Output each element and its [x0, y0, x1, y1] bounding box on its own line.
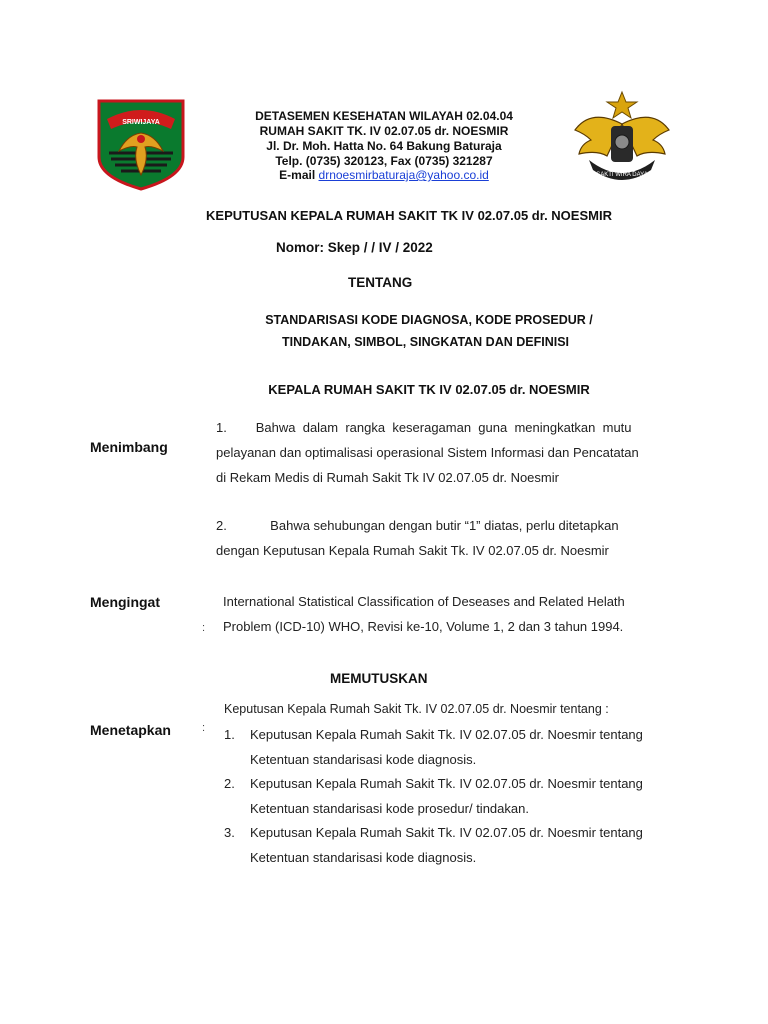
menetapkan-intro: Keputusan Kepala Rumah Sakit Tk. IV 02.07.05 dr. Noesmir tentang :	[224, 702, 609, 716]
list-item-line-1: Keputusan Kepala Rumah Sakit Tk. IV 02.07.05 dr. Noesmir tentang	[250, 776, 643, 791]
menimbang-item-1-line-2: pelayanan dan optimalisasi operasional Sistem Informasi dan Pencatatan	[216, 445, 639, 460]
menetapkan-colon: :	[202, 722, 206, 734]
menimbang-item-2-line-2: dengan Keputusan Kepala Rumah Sakit Tk. IV 02.07.05 dr. Noesmir	[216, 543, 609, 558]
tentang-heading: TENTANG	[348, 275, 413, 290]
list-item-line-2: Ketentuan standarisasi kode diagnosis.	[250, 752, 477, 767]
list-item-number: 1.	[224, 727, 235, 742]
decree-number: Nomor: Skep / / IV / 2022	[276, 240, 433, 255]
mengingat-line-2: Problem (ICD-10) WHO, Revisi ke-10, Volume 1, 2 dan 3 tahun 1994.	[223, 619, 624, 634]
menetapkan-label: Menetapkan	[90, 722, 171, 738]
issuer-heading: KEPALA RUMAH SAKIT TK IV 02.07.05 dr. NOESMIR	[268, 382, 590, 397]
list-item-text	[250, 722, 684, 772]
list-item-line-2: Ketentuan standarisasi kode prosedur/ tindakan.	[250, 801, 529, 816]
menimbang-label: Menimbang	[90, 439, 168, 455]
menimbang-item-2	[216, 513, 678, 563]
list-item-number: 2.	[224, 776, 235, 791]
list-item-text	[250, 771, 684, 821]
email-label: E-mail	[279, 168, 319, 182]
logo-right-text: SAKTI WIRA DAYA	[596, 172, 648, 178]
subject-line-2: TINDAKAN, SIMBOL, SINGKATAN DAN DEFINISI	[281, 335, 570, 349]
list-item	[224, 820, 684, 870]
kop-hospital: RUMAH SAKIT TK. IV 02.07.05 dr. NOESMIR	[259, 124, 509, 138]
menimbang-item-1	[216, 415, 678, 490]
list-item	[224, 771, 684, 821]
list-item-line-1: Keputusan Kepala Rumah Sakit Tk. IV 02.07.05 dr. Noesmir tentang	[250, 825, 643, 840]
list-item-line-1: Keputusan Kepala Rumah Sakit Tk. IV 02.07.05 dr. Noesmir tentang	[250, 727, 643, 742]
list-item-number: 3.	[224, 825, 235, 840]
kop-phone: Telp. (0735) 320123, Fax (0735) 321287	[275, 154, 493, 168]
menimbang-item-1-line-1: 1. Bahwa dalam rangka keseragaman guna meningkatkan mutu	[216, 420, 632, 435]
decree-title: KEPUTUSAN KEPALA RUMAH SAKIT TK IV 02.07.05 dr. NOESMIR	[206, 208, 612, 223]
kop-address: Jl. Dr. Moh. Hatta No. 64 Bakung Baturaja	[266, 139, 502, 153]
menimbang-item-2-line-1: 2. Bahwa sehubungan dengan butir “1” diatas, perlu ditetapkan	[216, 518, 619, 533]
email-link[interactable]: drnoesmirbaturaja@yahoo.co.id	[318, 168, 489, 182]
mengingat-colon: :	[202, 622, 206, 634]
logo-left-text: SRIWIJAYA	[122, 119, 160, 126]
subject-line-1: STANDARISASI KODE DIAGNOSA, KODE PROSEDUR /	[265, 313, 593, 327]
mengingat-line-1: International Statistical Classification of Deseases and Related Helath	[223, 594, 625, 609]
mengingat-label: Mengingat	[90, 594, 160, 610]
mengingat-content	[223, 589, 693, 639]
sriwijaya-emblem-icon	[97, 99, 185, 191]
memutuskan-heading: MEMUTUSKAN	[330, 671, 428, 686]
menimbang-item-1-line-3: di Rekam Medis di Rumah Sakit Tk IV 02.07.05 dr. Noesmir	[216, 470, 559, 485]
kop-institution: DETASEMEN KESEHATAN WILAYAH 02.04.04	[255, 109, 513, 123]
list-item-text	[250, 820, 684, 870]
kodam-emblem-icon	[571, 90, 673, 192]
list-item	[224, 722, 684, 772]
kop-email-line	[200, 167, 568, 183]
list-item-line-2: Ketentuan standarisasi kode diagnosis.	[250, 850, 477, 865]
